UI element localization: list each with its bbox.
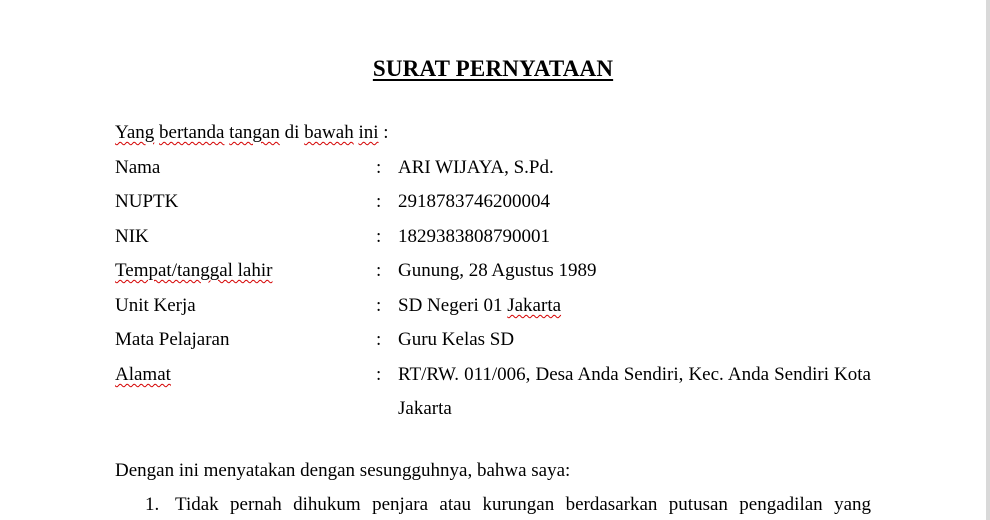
field-label: NUPTK [115, 191, 179, 212]
document-title: SURAT PERNYATAAN [372, 56, 614, 81]
field-row-nama [115, 156, 871, 180]
field-value [398, 294, 561, 318]
intro-word: bawah [304, 122, 354, 143]
field-row-ttl [115, 259, 871, 283]
field-value: RT/RW. 011/006, Desa Anda Sendiri, Kec. Anda Sendiri Kota Jakarta [398, 364, 871, 419]
field-value: 2918783746200004 [398, 191, 550, 212]
statement-line: Dengan ini menyatakan dengan sesungguhnya, bahwa saya: [115, 460, 571, 481]
field-separator: : [376, 295, 382, 316]
field-value: 1829383808790001 [398, 226, 550, 247]
field-value-flagged: Jakarta [507, 295, 562, 316]
field-separator: : [376, 329, 382, 350]
field-label: Nama [115, 157, 161, 178]
field-label: Mata Pelajaran [115, 329, 230, 350]
intro-word: di [284, 122, 300, 143]
intro-word: Yang [115, 122, 155, 143]
intro-word: ini [358, 122, 379, 143]
field-label: Alamat [115, 364, 171, 385]
field-label: NIK [115, 226, 149, 247]
intro-word: tangan [229, 122, 280, 143]
field-value-main: SD Negeri 01 [398, 295, 503, 316]
field-value: Guru Kelas SD [398, 329, 515, 350]
field-row-unit-kerja [115, 294, 871, 318]
field-row-nuptk [115, 190, 871, 214]
field-separator: : [376, 157, 382, 178]
list-number: 1. [145, 494, 160, 515]
field-row-mapel [115, 328, 871, 352]
field-value: ARI WIJAYA, S.Pd. [398, 157, 554, 178]
field-label: Tempat/tanggal lahir [115, 260, 273, 281]
intro-line [115, 121, 389, 145]
field-value: Gunung, 28 Agustus 1989 [398, 260, 597, 281]
intro-colon: : [383, 122, 389, 143]
field-separator: : [376, 364, 382, 385]
field-separator: : [376, 260, 382, 281]
field-row-alamat [115, 363, 871, 421]
field-separator: : [376, 191, 382, 212]
intro-word: bertanda [159, 122, 225, 143]
field-row-nik [115, 225, 871, 249]
page-edge [986, 0, 990, 520]
field-separator: : [376, 226, 382, 247]
field-label: Unit Kerja [115, 295, 196, 316]
list-text: Tidak pernah dihukum penjara atau kurungan berdasarkan putusan pengadilan yang [175, 494, 871, 515]
